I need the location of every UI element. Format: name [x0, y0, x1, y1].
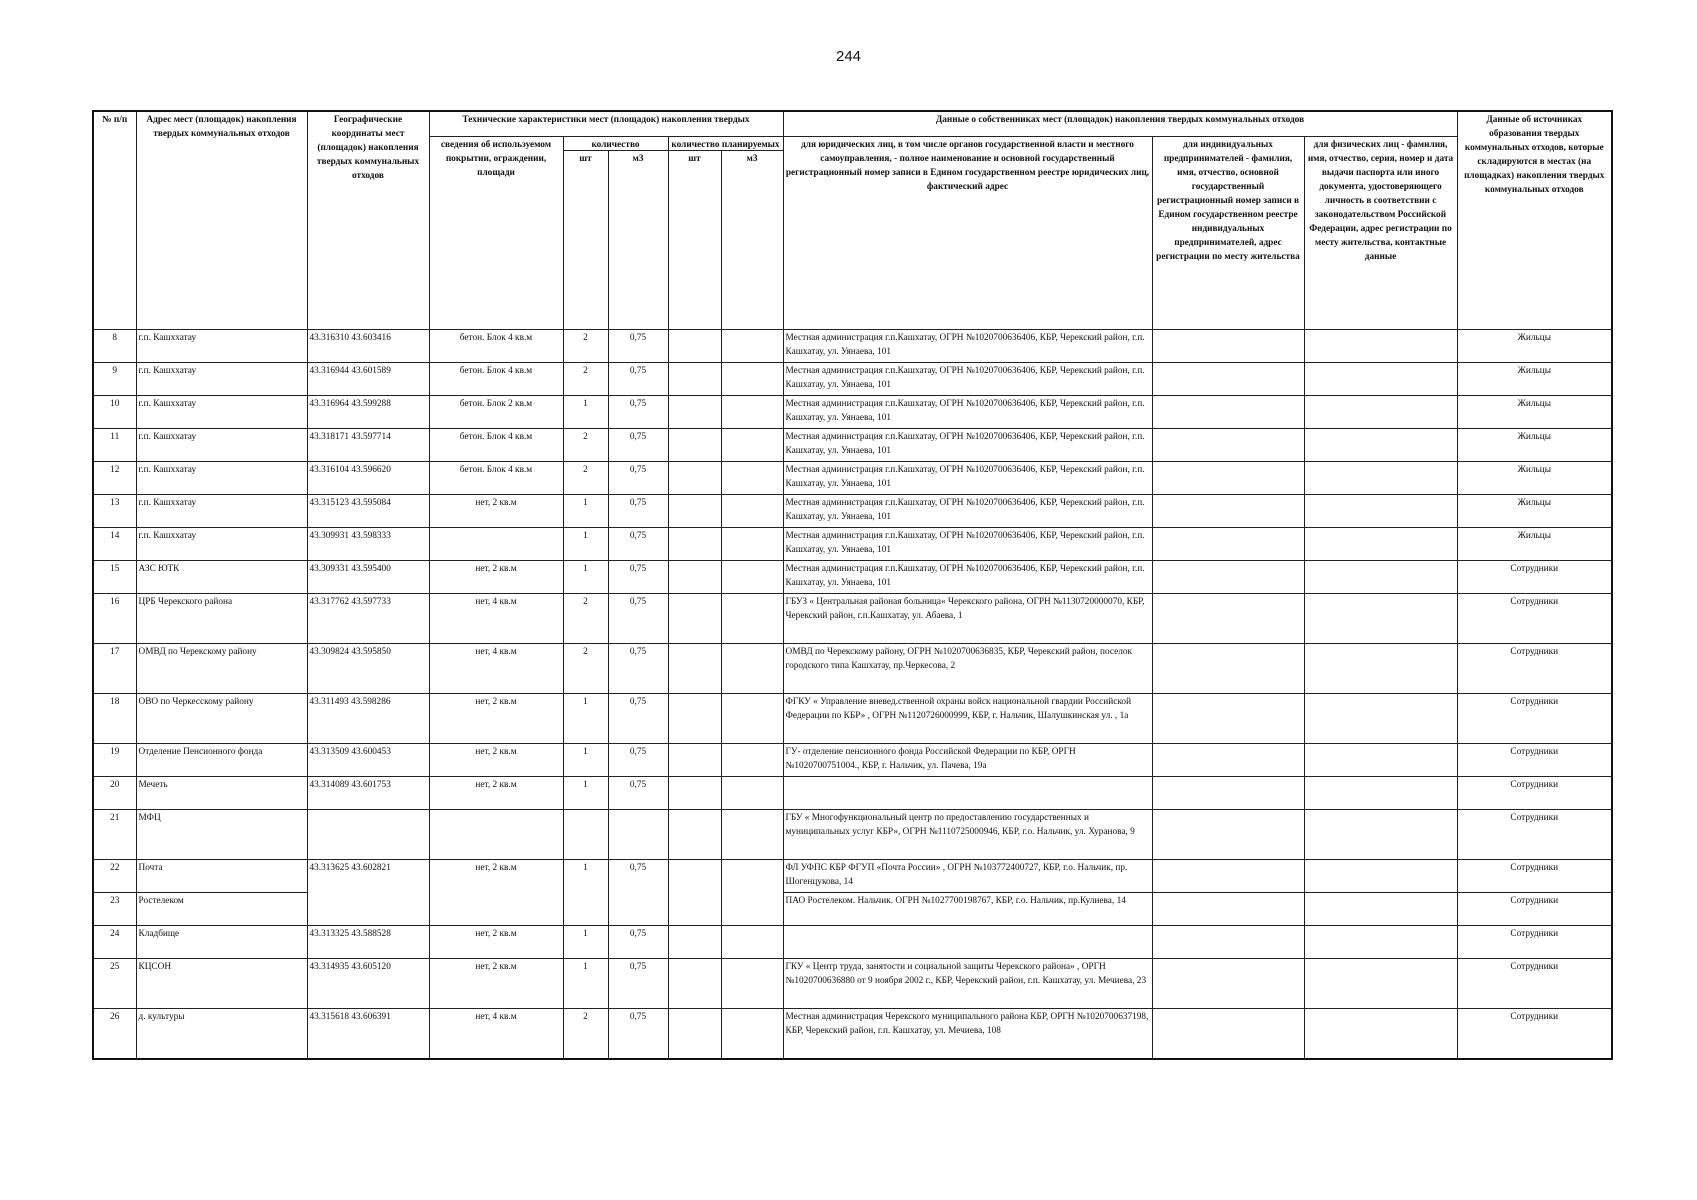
- row-pcs: 1: [563, 495, 608, 528]
- row-planned-pcs: [668, 926, 721, 959]
- header-coords: Географические координаты мест (площадок) накопления твердых коммунальных отходов: [307, 111, 429, 330]
- row-source: Сотрудники: [1457, 644, 1612, 694]
- row-planned-pcs: [668, 594, 721, 644]
- row-address: ЦРБ Черекского района: [136, 594, 307, 644]
- row-source: Сотрудники: [1457, 744, 1612, 777]
- row-address: МФЦ: [136, 810, 307, 860]
- row-m3: 0,75: [608, 959, 668, 1009]
- row-m3: 0,75: [608, 860, 668, 926]
- row-phys-owner: [1304, 429, 1457, 462]
- row-num: 14: [93, 528, 136, 561]
- row-legal-owner: Местная администрация г.п.Кашхатау, ОГРН №1020700636406, КБР, Черекский район, г.п. Кашхатау, ул. Уянаева, 101: [783, 396, 1152, 429]
- row-ip-owner: [1152, 777, 1304, 810]
- row-planned-pcs: [668, 528, 721, 561]
- table-row: [93, 810, 1612, 860]
- row-coords: 43.315618 43.606391: [307, 1009, 429, 1059]
- table-row: [93, 959, 1612, 1009]
- row-ip-owner: [1152, 396, 1304, 429]
- row-num: 18: [93, 694, 136, 744]
- row-ip-owner: [1152, 644, 1304, 694]
- row-coords: 43.309931 43.598333: [307, 528, 429, 561]
- row-coords: 43.317762 43.597733: [307, 594, 429, 644]
- row-legal-owner: ГБУ « Многофункциональный центр по предоставлению государственных и муниципальных услуг КБР», ОГРН №1110725000946, КБР, г.о. Нальчик, ул. Хуранова, 9: [783, 810, 1152, 860]
- row-source: Сотрудники: [1457, 694, 1612, 744]
- row-pcs: 1: [563, 926, 608, 959]
- row-phys-owner: [1304, 528, 1457, 561]
- row-pcs: 1: [563, 777, 608, 810]
- row-num: 20: [93, 777, 136, 810]
- row-planned-pcs: [668, 694, 721, 744]
- row-ip-owner: [1152, 694, 1304, 744]
- row-address: Отделение Пенсионного фонда: [136, 744, 307, 777]
- row-ip-owner: [1152, 744, 1304, 777]
- row-surface: бетон. Блок 4 кв.м: [429, 363, 563, 396]
- row-planned-m3: [721, 561, 783, 594]
- row-phys-owner: [1304, 694, 1457, 744]
- row-num: 12: [93, 462, 136, 495]
- row-ip-owner: [1152, 893, 1304, 926]
- row-legal-owner: [783, 777, 1152, 810]
- row-surface: нет, 2 кв.м: [429, 495, 563, 528]
- row-legal-owner: ФГКУ « Управление вневед.ственной охраны войск национальной гвардии Российской Федерации по КБР» , ОГРН №1120726000999, КБР, г. Нальчик, Шалушкинская ул. , 1а: [783, 694, 1152, 744]
- row-surface: бетон. Блок 4 кв.м: [429, 462, 563, 495]
- row-num: 21: [93, 810, 136, 860]
- row-coords: 43.313509 43.600453: [307, 744, 429, 777]
- row-legal-owner: Местная администрация г.п.Кашхатау, ОГРН №1020700636406, КБР, Черекский район, г.п. Кашхатау, ул. Уянаева, 101: [783, 495, 1152, 528]
- row-num: 10: [93, 396, 136, 429]
- row-source: Жильцы: [1457, 363, 1612, 396]
- row-m3: 0,75: [608, 429, 668, 462]
- row-surface: бетон. Блок 4 кв.м: [429, 330, 563, 363]
- row-source: Сотрудники: [1457, 810, 1612, 860]
- header-qty-placed-text: количество: [591, 140, 640, 149]
- row-source: Сотрудники: [1457, 959, 1612, 1009]
- row-phys-owner: [1304, 644, 1457, 694]
- row-ip-owner: [1152, 528, 1304, 561]
- row-legal-owner: Местная администрация г.п.Кашхатау, ОГРН №1020700636406, КБР, Черекский район, г.п. Кашхатау, ул. Уянаева, 101: [783, 462, 1152, 495]
- header-surface: сведения об используемом покрытии, ограждении, площади: [429, 137, 563, 330]
- row-m3: 0,75: [608, 528, 668, 561]
- row-pcs: 2: [563, 363, 608, 396]
- row-pcs: 1: [563, 396, 608, 429]
- row-pcs: 1: [563, 744, 608, 777]
- row-address: г.п. Кашххатау: [136, 330, 307, 363]
- row-legal-owner: ПАО Ростелеком. Нальчик. ОГРН №1027700198767, КБР, г.о. Нальчик, пр.Кулиева, 14: [783, 893, 1152, 926]
- row-legal-owner: ФЛ УФПС КБР ФГУП «Почта России» , ОГРН №103772400727, КБР, г.о. Нальчик, пр. Шогенцукова, 14: [783, 860, 1152, 893]
- row-planned-m3: [721, 396, 783, 429]
- row-ip-owner: [1152, 1009, 1304, 1059]
- row-planned-pcs: [668, 330, 721, 363]
- row-source: Жильцы: [1457, 528, 1612, 561]
- row-source: Жильцы: [1457, 330, 1612, 363]
- row-legal-owner: Местная администрация г.п.Кашхатау, ОГРН №1020700636406, КБР, Черекский район, г.п. Кашхатау, ул. Уянаева, 101: [783, 528, 1152, 561]
- row-planned-pcs: [668, 744, 721, 777]
- header-pcs-planned: шт: [668, 151, 721, 330]
- row-m3: 0,75: [608, 495, 668, 528]
- row-address: Кладбище: [136, 926, 307, 959]
- row-phys-owner: [1304, 810, 1457, 860]
- row-ip-owner: [1152, 330, 1304, 363]
- row-phys-owner: [1304, 893, 1457, 926]
- row-planned-m3: [721, 777, 783, 810]
- row-planned-m3: [721, 959, 783, 1009]
- table-row: [93, 429, 1612, 462]
- row-planned-pcs: [668, 959, 721, 1009]
- row-phys-owner: [1304, 1009, 1457, 1059]
- table-row: [93, 495, 1612, 528]
- row-phys-owner: [1304, 926, 1457, 959]
- row-coords: 43.316310 43.603416: [307, 330, 429, 363]
- row-surface: бетон. Блок 2 кв.м: [429, 396, 563, 429]
- row-pcs: 1: [563, 528, 608, 561]
- row-coords: [307, 810, 429, 860]
- row-planned-pcs: [668, 644, 721, 694]
- row-surface: бетон. Блок 4 кв.м: [429, 429, 563, 462]
- row-planned-m3: [721, 1009, 783, 1059]
- row-planned-pcs: [668, 860, 721, 926]
- row-num: 9: [93, 363, 136, 396]
- row-source: Сотрудники: [1457, 561, 1612, 594]
- row-source: Сотрудники: [1457, 893, 1612, 926]
- row-m3: 0,75: [608, 926, 668, 959]
- table-row: [93, 926, 1612, 959]
- row-address: д. культуры: [136, 1009, 307, 1059]
- row-pcs: 2: [563, 1009, 608, 1059]
- row-num: 19: [93, 744, 136, 777]
- row-m3: 0,75: [608, 1009, 668, 1059]
- row-legal-owner: ГУ- отделение пенсионного фонда Российской Федерации по КБР, ОРГН №1020700751004., КБР, г. Нальчик, ул. Пачева, 19а: [783, 744, 1152, 777]
- row-phys-owner: [1304, 396, 1457, 429]
- row-planned-pcs: [668, 462, 721, 495]
- row-planned-m3: [721, 644, 783, 694]
- table-row: [93, 694, 1612, 744]
- row-m3: 0,75: [608, 594, 668, 644]
- row-coords: 43.309331 43.595400: [307, 561, 429, 594]
- row-planned-pcs: [668, 429, 721, 462]
- header-legal: для юридических лиц, в том числе органов государственной власти и местного самоуправления, - полное наименование и основной государственный регистрационный номер записи в Едином государственном реестре юридических лиц, фактический адрес: [783, 137, 1152, 330]
- row-planned-m3: [721, 926, 783, 959]
- row-num: 13: [93, 495, 136, 528]
- table-header: [93, 111, 1612, 330]
- table-row: [93, 860, 1612, 893]
- row-ip-owner: [1152, 561, 1304, 594]
- row-ip-owner: [1152, 860, 1304, 893]
- row-m3: 0,75: [608, 330, 668, 363]
- header-phys: для физических лиц - фамилия, имя, отчество, серия, номер и дата выдачи паспорта или иного документа, удостоверяющего личность в соответствии с законодательством Российской Федерации, адрес регистрации по месту жительства, контактные данные: [1304, 137, 1457, 330]
- row-coords: 43.314089 43.601753: [307, 777, 429, 810]
- row-surface: [429, 528, 563, 561]
- header-m3-placed: м3: [608, 151, 668, 330]
- row-legal-owner: ГКУ « Центр труда, занятости и социальной защиты Черекского района» , ОРГН №1020700636880 от 9 ноября 2002 г., КБР, Черекский район, г.п. Кашхатау, ул. Мечиева, 23: [783, 959, 1152, 1009]
- row-coords: 43.311493 43.598286: [307, 694, 429, 744]
- row-m3: 0,75: [608, 462, 668, 495]
- row-source: Сотрудники: [1457, 926, 1612, 959]
- row-pcs: 1: [563, 561, 608, 594]
- row-ip-owner: [1152, 926, 1304, 959]
- row-ip-owner: [1152, 462, 1304, 495]
- row-legal-owner: Местная администрация г.п.Кашхатау, ОГРН №1020700636406, КБР, Черекский район, г.п. Кашхатау, ул. Уянаева, 101: [783, 561, 1152, 594]
- row-ip-owner: [1152, 594, 1304, 644]
- header-pcs-placed: шт: [563, 151, 608, 330]
- row-ip-owner: [1152, 429, 1304, 462]
- row-phys-owner: [1304, 744, 1457, 777]
- row-m3: 0,75: [608, 694, 668, 744]
- row-surface: нет, 2 кв.м: [429, 777, 563, 810]
- row-planned-m3: [721, 860, 783, 926]
- header-tech-text: Технические характеристики мест (площадок) накопления твердых: [462, 115, 750, 124]
- row-address: АЗС ЮТК: [136, 561, 307, 594]
- row-num: 16: [93, 594, 136, 644]
- table-row: [93, 594, 1612, 644]
- row-phys-owner: [1304, 561, 1457, 594]
- row-planned-m3: [721, 694, 783, 744]
- row-phys-owner: [1304, 860, 1457, 893]
- row-m3: 0,75: [608, 561, 668, 594]
- row-phys-owner: [1304, 495, 1457, 528]
- row-source: Сотрудники: [1457, 594, 1612, 644]
- row-planned-m3: [721, 462, 783, 495]
- row-address: г.п. Кашххатау: [136, 363, 307, 396]
- header-m3-planned: м3: [721, 151, 783, 330]
- table-row: [93, 363, 1612, 396]
- waste-sites-table: [92, 110, 1613, 1060]
- row-planned-pcs: [668, 777, 721, 810]
- row-legal-owner: Местная администрация г.п.Кашхатау, ОГРН №1020700636406, КБР, Черекский район, г.п. Кашхатау, ул. Уянаева, 101: [783, 363, 1152, 396]
- row-address: ОВО по Черкесскому району: [136, 694, 307, 744]
- row-planned-pcs: [668, 495, 721, 528]
- table-row: [93, 777, 1612, 810]
- row-source: Жильцы: [1457, 495, 1612, 528]
- row-planned-m3: [721, 429, 783, 462]
- row-address: г.п. Кашххатау: [136, 528, 307, 561]
- row-address: г.п. Кашххатау: [136, 429, 307, 462]
- row-pcs: 2: [563, 594, 608, 644]
- row-num: 15: [93, 561, 136, 594]
- row-coords: 43.316104 43.596620: [307, 462, 429, 495]
- row-pcs: 1: [563, 694, 608, 744]
- row-planned-m3: [721, 744, 783, 777]
- header-qty-placed: [563, 137, 668, 151]
- row-planned-m3: [721, 330, 783, 363]
- row-pcs: 2: [563, 462, 608, 495]
- row-pcs: 2: [563, 330, 608, 363]
- row-coords: 43.314935 43.605120: [307, 959, 429, 1009]
- row-source: Сотрудники: [1457, 777, 1612, 810]
- row-surface: нет, 4 кв.м: [429, 1009, 563, 1059]
- row-surface: нет, 2 кв.м: [429, 926, 563, 959]
- row-legal-owner: Местная администрация г.п.Кашхатау, ОГРН №1020700636406, КБР, Черекский район, г.п. Кашхатау, ул. Уянаева, 101: [783, 330, 1152, 363]
- row-m3: 0,75: [608, 777, 668, 810]
- row-phys-owner: [1304, 959, 1457, 1009]
- row-ip-owner: [1152, 959, 1304, 1009]
- row-num: 11: [93, 429, 136, 462]
- row-planned-m3: [721, 528, 783, 561]
- row-source: Жильцы: [1457, 462, 1612, 495]
- header-qty-planned: [668, 137, 783, 151]
- row-num: 17: [93, 644, 136, 694]
- header-address: Адрес мест (площадок) накопления твердых коммунальных отходов: [136, 111, 307, 330]
- table-row: [93, 462, 1612, 495]
- row-coords: 43.316944 43.601589: [307, 363, 429, 396]
- row-source: Сотрудники: [1457, 860, 1612, 893]
- header-qty-planned-text: количество планируемых: [671, 140, 780, 149]
- row-legal-owner: ОМВД по Черекскому району, ОГРН №1020700636835, КБР, Черекский район, поселок городского типа Кашхатау, пр.Черкесова, 2: [783, 644, 1152, 694]
- row-source: Жильцы: [1457, 396, 1612, 429]
- table-row: [93, 744, 1612, 777]
- row-phys-owner: [1304, 363, 1457, 396]
- row-num: 22: [93, 860, 136, 893]
- row-address: КЦСОН: [136, 959, 307, 1009]
- row-address: Мечеть: [136, 777, 307, 810]
- table-row: [93, 396, 1612, 429]
- row-planned-pcs: [668, 363, 721, 396]
- row-planned-pcs: [668, 396, 721, 429]
- header-owners: Данные о собственниках мест (площадок) накопления твердых коммунальных отходов: [783, 111, 1457, 137]
- row-num: 26: [93, 1009, 136, 1059]
- row-planned-m3: [721, 363, 783, 396]
- row-planned-pcs: [668, 810, 721, 860]
- row-m3: 0,75: [608, 363, 668, 396]
- row-source: Сотрудники: [1457, 1009, 1612, 1059]
- row-planned-pcs: [668, 561, 721, 594]
- row-num: 8: [93, 330, 136, 363]
- row-coords: 43.316964 43.599288: [307, 396, 429, 429]
- row-surface: нет, 2 кв.м: [429, 959, 563, 1009]
- row-surface: нет, 2 кв.м: [429, 694, 563, 744]
- row-legal-owner: Местная администрация г.п.Кашхатау, ОГРН №1020700636406, КБР, Черекский район, г.п. Кашхатау, ул. Уянаева, 101: [783, 429, 1152, 462]
- row-planned-m3: [721, 495, 783, 528]
- row-surface: [429, 810, 563, 860]
- row-num: 23: [93, 893, 136, 926]
- row-coords: 43.313625 43.602821: [307, 860, 429, 926]
- row-coords: 43.318171 43.597714: [307, 429, 429, 462]
- row-surface: нет, 4 кв.м: [429, 594, 563, 644]
- row-planned-pcs: [668, 1009, 721, 1059]
- row-ip-owner: [1152, 363, 1304, 396]
- row-surface: нет, 2 кв.м: [429, 561, 563, 594]
- row-phys-owner: [1304, 462, 1457, 495]
- row-m3: 0,75: [608, 644, 668, 694]
- row-m3: 0,75: [608, 744, 668, 777]
- row-num: 24: [93, 926, 136, 959]
- row-coords: 43.313325 43.588528: [307, 926, 429, 959]
- row-address: г.п. Кашххатау: [136, 462, 307, 495]
- row-pcs: 2: [563, 644, 608, 694]
- header-num: № п/п: [93, 111, 136, 330]
- header-tech: [429, 111, 783, 137]
- row-planned-m3: [721, 594, 783, 644]
- row-planned-m3: [721, 810, 783, 860]
- row-phys-owner: [1304, 777, 1457, 810]
- row-surface: нет, 2 кв.м: [429, 860, 563, 926]
- table-row: [93, 330, 1612, 363]
- row-legal-owner: ГБУЗ « Центральная районая больница« Черекского района, ОГРН №1130720000070, КБР, Черекский район, г.п.Кашхатау, ул. Абаева, 1: [783, 594, 1152, 644]
- row-phys-owner: [1304, 330, 1457, 363]
- row-legal-owner: [783, 926, 1152, 959]
- header-ip: для индивидуальных предпринимателей - фамилия, имя, отчество, основной государственный регистрационный номер записи в Едином государственном реестре индивидуальных предпринимателей, адрес регистрации по месту жительства: [1152, 137, 1304, 330]
- row-pcs: [563, 810, 608, 860]
- row-m3: [608, 810, 668, 860]
- row-address: Почта: [136, 860, 307, 893]
- row-address: ОМВД по Черекскому району: [136, 644, 307, 694]
- row-pcs: 1: [563, 959, 608, 1009]
- table-row: [93, 1009, 1612, 1059]
- row-surface: нет, 4 кв.м: [429, 644, 563, 694]
- row-m3: 0,75: [608, 396, 668, 429]
- header-sources: Данные об источниках образования твердых коммунальных отходов, которые складируются в местах (на площадках) накопления твердых коммунальных отходов: [1457, 111, 1612, 330]
- row-num: 25: [93, 959, 136, 1009]
- row-coords: 43.309824 43.595850: [307, 644, 429, 694]
- row-pcs: 2: [563, 429, 608, 462]
- table-row: [93, 528, 1612, 561]
- table-body: [93, 330, 1612, 1059]
- table-row: [93, 644, 1612, 694]
- row-address: Ростелеком: [136, 893, 307, 926]
- row-source: Жильцы: [1457, 429, 1612, 462]
- row-legal-owner: Местная администрация Черекского муниципального района КБР, ОРГН №1020700637198, КБР, Черекский район, г.п. Кашхатау, ул. Мечиева, 108: [783, 1009, 1152, 1059]
- table-row: [93, 561, 1612, 594]
- row-ip-owner: [1152, 495, 1304, 528]
- row-ip-owner: [1152, 810, 1304, 860]
- row-surface: нет, 2 кв.м: [429, 744, 563, 777]
- row-address: г.п. Кашххатау: [136, 396, 307, 429]
- page-number: 244: [835, 48, 862, 65]
- row-address: г.п. Кашххатау: [136, 495, 307, 528]
- row-pcs: 1: [563, 860, 608, 926]
- row-phys-owner: [1304, 594, 1457, 644]
- row-coords: 43.315123 43.595084: [307, 495, 429, 528]
